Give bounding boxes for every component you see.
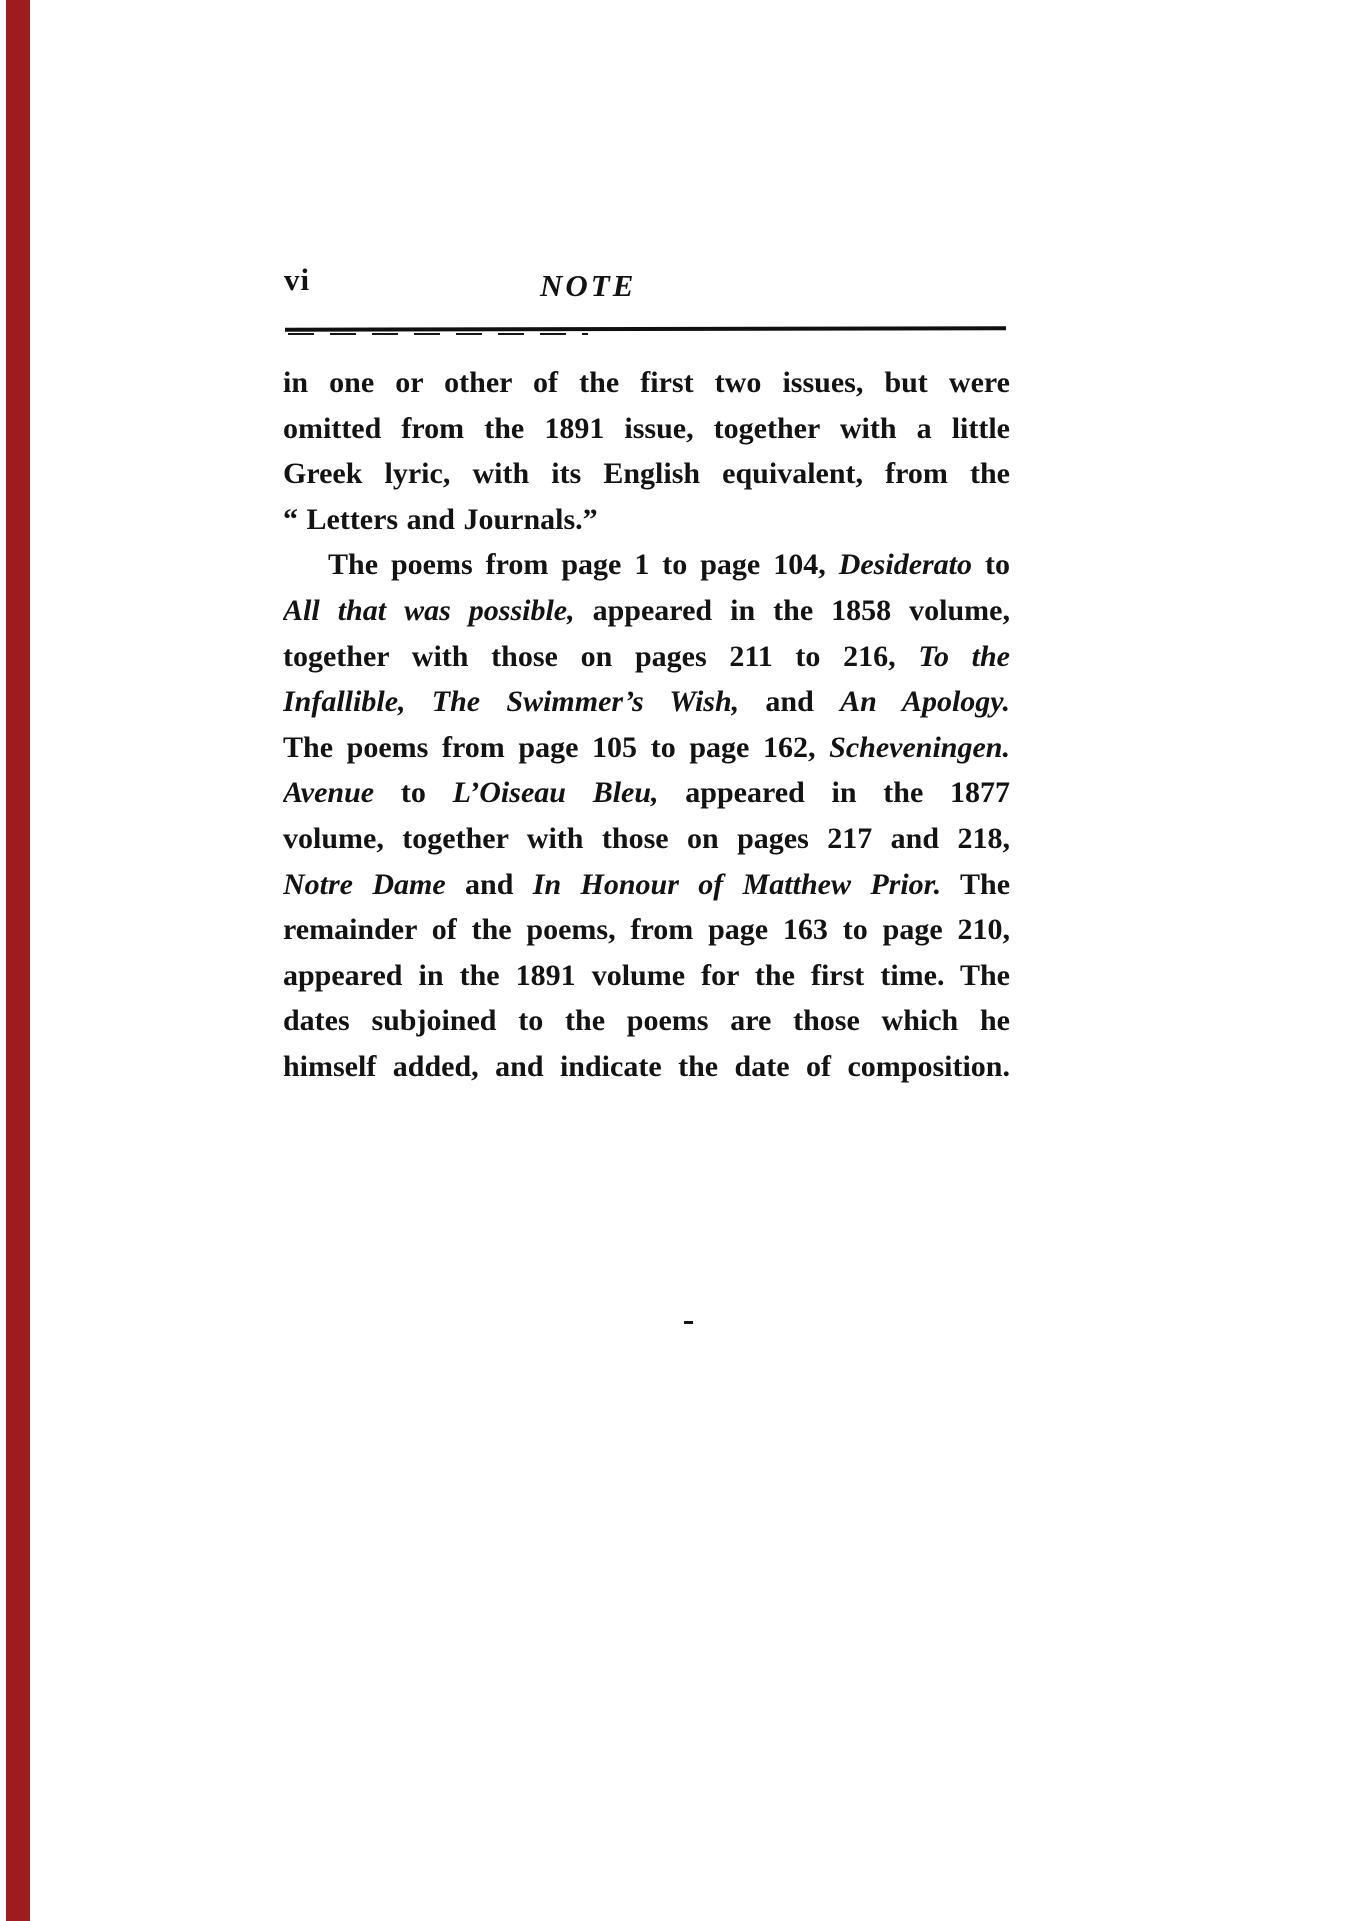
text-line: [283, 588, 1010, 634]
text-line: [283, 1044, 1010, 1090]
text-line: [283, 360, 1010, 406]
italic-text-segment: To the: [918, 639, 1010, 673]
text-line: [283, 497, 1010, 543]
text-segment: to: [972, 548, 1010, 582]
header-rule: [285, 326, 1006, 332]
text-segment: appeared in the 1891 volume for the first time. The: [283, 958, 1010, 992]
text-segment: appeared in the 1877: [658, 776, 1010, 810]
text-line: [283, 451, 1010, 497]
text-segment: The poems from page 1 to page 104,: [328, 548, 839, 582]
text-segment: The: [941, 867, 1010, 901]
text-line: [283, 953, 1010, 999]
text-segment: in one or other of the first two issues, but were: [283, 366, 1010, 399]
text-segment: remainder of the poems, from page 163 to page 210,: [283, 913, 1010, 947]
italic-text-segment: Notre Dame: [283, 867, 446, 901]
header-rule-echo: [288, 333, 588, 335]
text-segment: omitted from the 1891 issue, together with a little: [283, 411, 1010, 445]
italic-text-segment: Avenue: [283, 776, 375, 810]
text-segment: dates subjoined to the poems are those which he: [283, 1004, 1010, 1038]
italic-text-segment: L’Oiseau Bleu,: [452, 776, 659, 810]
page-number: vi: [284, 262, 311, 297]
italic-text-segment: Infallible,: [283, 685, 406, 719]
text-line: [283, 998, 1010, 1044]
text-segment: himself added, and indicate the date of composition.: [283, 1049, 1010, 1083]
italic-text-segment: Desiderato: [838, 548, 973, 582]
book-binding-strip: [6, 0, 30, 1921]
text-line: [283, 770, 1010, 816]
stray-ink-dash: [684, 1321, 693, 1324]
text-line: [283, 634, 1010, 680]
text-line: [283, 725, 1010, 771]
text-segment: “ Letters and Journals.”: [283, 502, 598, 536]
text-segment: appeared in the 1858 volume,: [574, 593, 1010, 627]
text-line: [283, 406, 1010, 452]
text-line: [283, 862, 1010, 908]
text-segment: Greek lyric, with its English equivalent, from the: [283, 457, 1010, 491]
text-segment: and: [445, 867, 533, 901]
text-segment: volume, together with those on pages 217 and 218,: [283, 821, 1010, 855]
text-line: [283, 907, 1010, 953]
italic-text-segment: In Honour of Matthew Prior.: [532, 867, 942, 901]
text-segment: The poems from page 105 to page 162,: [283, 730, 830, 764]
text-segment: together with those on pages 211 to 216,: [283, 639, 919, 673]
italic-text-segment: Scheveningen.: [829, 730, 1010, 764]
text-segment: [406, 685, 432, 718]
italic-text-segment: The Swimmer’s Wish,: [431, 685, 740, 719]
text-line: [283, 816, 1010, 862]
page-title: NOTE: [540, 268, 637, 303]
italic-text-segment: All that was possible,: [283, 593, 575, 627]
text-segment: to: [374, 776, 453, 810]
italic-text-segment: An Apology.: [840, 685, 1010, 719]
text-line: [283, 542, 1010, 588]
text-line: [283, 679, 1010, 725]
text-segment: and: [739, 685, 841, 719]
body-text: [283, 360, 1010, 1090]
